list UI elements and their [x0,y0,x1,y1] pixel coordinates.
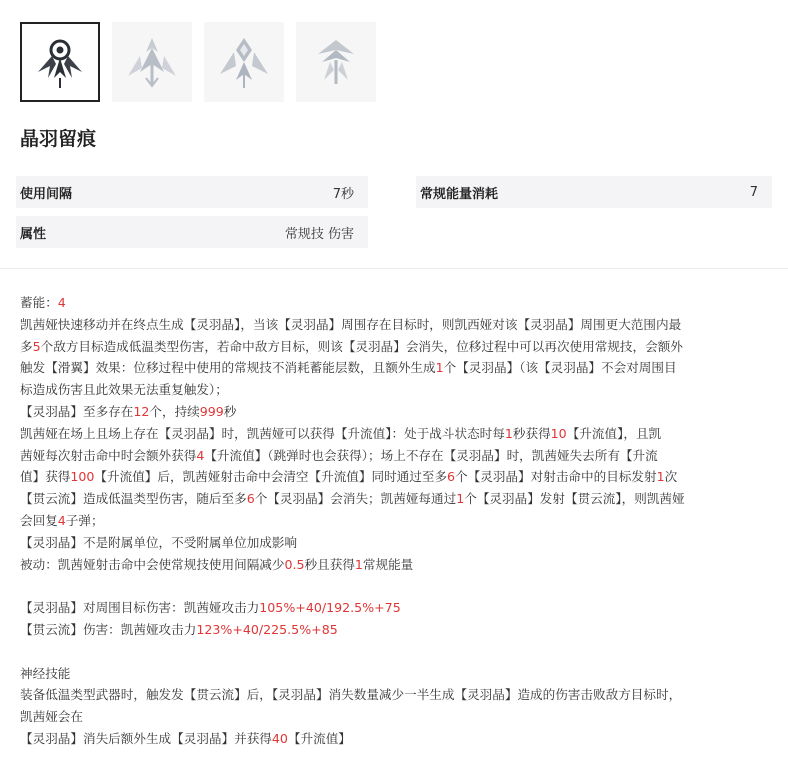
highlight-value: 999 [199,403,224,419]
description-text: 个敌方目标造成低温类型伤害，若命中敌方目标，则该【灵羽晶】会消失，位移过程中可以再次使用常规技，会额外 [40,338,683,354]
attribute-label: 属性 [20,226,47,242]
description-line [20,619,772,641]
description-text: 会回复 [20,512,58,528]
description-line [20,336,772,358]
description-line [20,532,772,554]
skill-description [20,292,772,750]
wing-arrow-icon [122,32,182,92]
description-line [20,641,772,663]
description-line [20,728,772,750]
description-text: 凯茜娅会在 [20,709,83,725]
description-line [20,663,772,685]
highlight-value: 5 [32,338,41,354]
description-text: 常规能量 [362,556,414,572]
highlight-value: 105%+40/192.5%+75 [259,600,401,616]
highlight-value: 6 [447,469,456,485]
description-line [20,292,772,314]
skill-icon-row [20,22,376,102]
description-text: 秒 [223,403,237,419]
description-text: 【灵羽晶】消失后额外生成【灵羽晶】并获得 [20,730,272,746]
description-text: 个，持续 [149,403,200,419]
description-text: 触发【滑翼】效果：位移过程中使用的常规技不消耗蓄能层数，且额外生成 [20,360,436,376]
description-text: 蓄能： [20,295,58,310]
winged-emblem-icon [306,32,366,92]
description-line [20,357,772,379]
highlight-value: 6 [246,491,255,507]
description-text: 【贯云流】伤害：凯茜娅攻击力 [20,621,197,637]
skill-icon-tile-3[interactable] [204,22,284,102]
highlight-value: 12 [133,403,150,419]
description-text: 个【灵羽晶】对射击命中的目标发射 [455,469,657,485]
description-text: 值】获得 [20,469,71,485]
cooldown-value: 7秒 [332,186,354,202]
feather-crest-icon [30,32,90,92]
cooldown-stat [16,176,368,208]
energy-cost-stat [416,176,772,208]
description-text: 【灵羽晶】至多存在 [20,403,134,419]
description-line [20,379,772,401]
highlight-value: 100 [70,469,95,485]
description-text: 凯茜娅快速移动并在终点生成【灵羽晶】，当该【灵羽晶】周围存在目标时，则凯西娅对该【灵羽晶】周围更大范围内最 [20,316,682,332]
highlight-value: 4 [57,512,66,528]
description-text: 个【灵羽晶】会消失；凯茜娅每通过 [254,491,457,507]
description-line [20,510,772,532]
description-line [20,445,772,467]
description-line [20,706,772,728]
description-text: 被动：凯茜娅射击命中会使常规技使用间隔减少 [20,556,285,572]
description-text: 标造成伤害且此效果无法重复触发）； [20,382,228,398]
description-line [20,488,772,510]
highlight-value: 1 [504,425,513,441]
description-line [20,575,772,597]
description-text: 【升流值】，且凯 [566,425,662,441]
cooldown-label: 使用间隔 [20,186,73,202]
description-text: 【升流值】后，凯茜娅射击命中会清空【升流值】同时通过至多 [94,469,448,485]
skill-name: 晶羽留痕 [20,128,97,150]
description-text: 秒且获得 [304,556,355,572]
highlight-value: 1 [456,491,465,507]
attribute-value: 常规技 伤害 [284,226,354,242]
highlight-value: 0.5 [284,556,305,572]
energy-cost-value: 7 [749,184,758,200]
description-text: 子弹； [65,512,104,528]
description-text: 茜娅每次射击命中时会额外获得 [20,447,197,463]
description-text: 秒获得 [512,425,551,441]
description-text: 【升流值】（跳弹时也会获得）；场上不存在【灵羽晶】时，凯茜娅失去所有【升流 [204,447,658,463]
description-text: 装备低温类型武器时，触发发【贯云流】后，【灵羽晶】消失数量减少一半生成【灵羽晶】造成的伤害击败敌方目标时， [20,687,682,703]
description-line [20,684,772,706]
highlight-value: 1 [435,360,444,376]
description-text: 凯茜娅在场上且场上存在【灵羽晶】时，凯茜娅可以获得【升流值】：处于战斗状态时每 [20,425,505,441]
skill-icon-tile-2[interactable] [112,22,192,102]
skill-icon-tile-1[interactable] [20,22,100,102]
skill-icon-tile-4[interactable] [296,22,376,102]
description-text: 个【灵羽晶】（该【灵羽晶】不会对周围目 [443,360,677,376]
description-line [20,554,772,576]
highlight-value: 1 [354,556,363,572]
highlight-value: 4 [57,295,66,310]
highlight-value: 10 [550,425,567,441]
highlight-value: 123%+40/225.5%+85 [196,621,338,637]
description-text: 神经技能 [20,665,71,681]
description-text: 个【灵羽晶】发射【贯云流】，则凯茜娅 [464,491,685,507]
highlight-value: 1 [656,469,665,485]
description-text: 多 [20,338,33,354]
description-line [20,597,772,619]
energy-cost-label: 常规能量消耗 [420,186,499,202]
description-text: 【贯云流】造成低温类型伤害，随后至多 [20,491,247,507]
description-text: 【灵羽晶】对周围目标伤害：凯茜娅攻击力 [20,600,260,616]
description-line [20,401,772,423]
description-text: 【灵羽晶】不是附属单位，不受附属单位加成影响 [20,534,298,550]
highlight-value: 40 [271,730,288,746]
description-line [20,466,772,488]
description-line [20,423,772,445]
section-divider [0,268,788,269]
highlight-value: 4 [196,447,205,463]
description-line [20,314,772,336]
attribute-stat [16,216,368,248]
description-text: 【升流值】 [287,730,351,746]
description-text: 次 [664,469,678,485]
crystal-wing-icon [214,32,274,92]
